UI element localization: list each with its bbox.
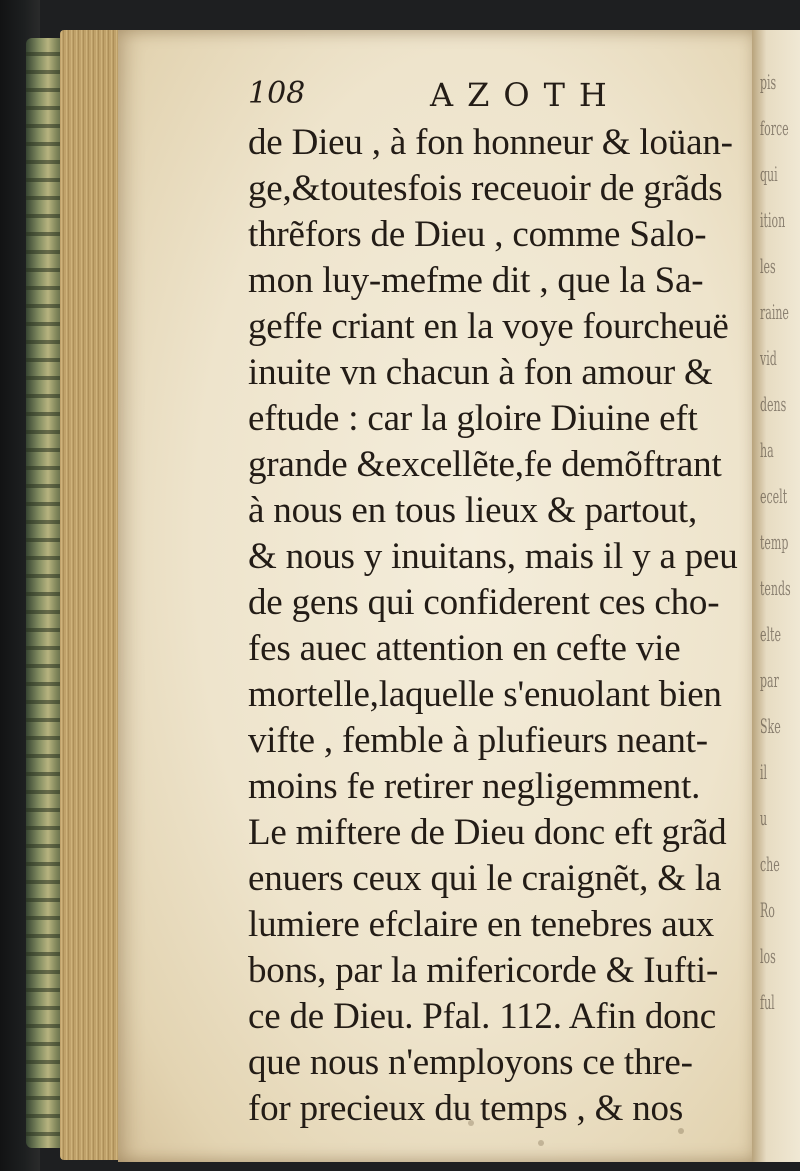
next-page-fragment: il bbox=[760, 760, 768, 784]
text-line: de Dieu , à fon honneur & loüan- bbox=[248, 122, 733, 163]
text-line: grande &excellẽte,fe demõftrant bbox=[248, 444, 722, 485]
running-title: AZOTH bbox=[430, 76, 621, 114]
next-page-fragment: los bbox=[760, 944, 776, 968]
text-line: inuite vn chacun à fon amour & bbox=[248, 352, 713, 393]
page-edges bbox=[60, 30, 122, 1160]
next-page-fragment: tends bbox=[760, 576, 791, 600]
next-page-fragment: temp bbox=[760, 530, 789, 554]
next-page-fragment: force bbox=[760, 116, 789, 140]
next-page-fragment: ful bbox=[760, 990, 775, 1014]
next-page-fragment: raine bbox=[760, 300, 789, 324]
text-line: lumiere efclaire en tenebres aux bbox=[248, 904, 715, 945]
next-page-fragment: pis bbox=[760, 70, 777, 94]
text-line: à nous en tous lieux & partout, bbox=[248, 490, 698, 531]
text-line: bons, par la mifericorde & Iufti- bbox=[248, 950, 719, 991]
text-line: enuers ceux qui le craignẽt, & la bbox=[248, 858, 722, 899]
next-page-fragment: les bbox=[760, 254, 776, 278]
next-page-fragment: ition bbox=[760, 208, 786, 232]
body-text bbox=[248, 120, 748, 1132]
paper-spot bbox=[538, 1140, 544, 1146]
text-line: moins fe retirer negligemment. bbox=[248, 766, 701, 807]
text-line: que nous n'employons ce thre- bbox=[248, 1042, 693, 1083]
next-page-fragment: elte bbox=[760, 622, 781, 646]
next-page-fragment: che bbox=[760, 852, 780, 876]
text-line: de gens qui confiderent ces cho- bbox=[248, 582, 720, 623]
next-page-fragment: dens bbox=[760, 392, 787, 416]
text-line: fes auec attention en cefte vie bbox=[248, 628, 681, 669]
running-head bbox=[248, 76, 728, 124]
next-page-fragment: ha bbox=[760, 438, 774, 462]
next-page-fragment: qui bbox=[760, 162, 778, 186]
next-page-fragment: Ro bbox=[760, 898, 775, 922]
text-line: mortelle,laquelle s'enuolant bien bbox=[248, 674, 722, 715]
text-line: ge,&toutesfois receuoir de grãds bbox=[248, 168, 723, 209]
next-page-fragment: vid bbox=[760, 346, 777, 370]
text-line: thrẽfors de Dieu , comme Salo- bbox=[248, 214, 707, 255]
text-line: vifte , femble à plufieurs neant- bbox=[248, 720, 708, 761]
next-page-edge bbox=[752, 30, 800, 1162]
text-line: Le miftere de Dieu donc eft grãd bbox=[248, 812, 727, 853]
text-line: mon luy-mefme dit , que la Sa- bbox=[248, 260, 704, 301]
text-line: geffe criant en la voye fourcheuë bbox=[248, 306, 729, 347]
next-page-fragment: par bbox=[760, 668, 779, 692]
page-number: 108 bbox=[248, 76, 306, 111]
text-line: & nous y inuitans, mais il y a peu bbox=[248, 536, 738, 577]
next-page-fragment: Ske bbox=[760, 714, 781, 738]
text-line: for precieux du temps , & nos bbox=[248, 1088, 684, 1129]
text-line: eftude : car la gloire Diuine eft bbox=[248, 398, 698, 439]
text-line: ce de Dieu. Pfal. 112. Afin donc bbox=[248, 996, 716, 1037]
next-page-fragment: ecelt bbox=[760, 484, 788, 508]
next-page-fragment: u bbox=[760, 806, 768, 830]
